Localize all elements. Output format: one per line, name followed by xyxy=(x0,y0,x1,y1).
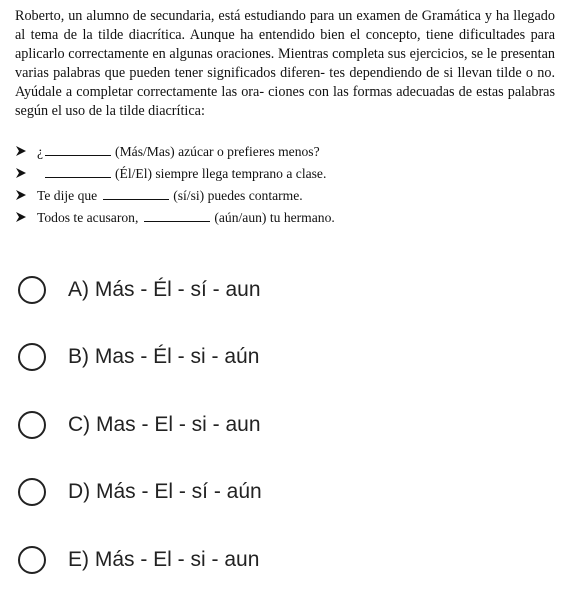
radio-button[interactable] xyxy=(18,343,46,371)
arrow-bullet-icon xyxy=(15,211,27,223)
sentence-item xyxy=(15,208,555,230)
sentence-before: Todos te acusaron, xyxy=(37,210,139,225)
sentence-after: (sí/si) puedes contarme. xyxy=(173,188,303,203)
option-label: D) Más - El - sí - aún xyxy=(68,480,262,504)
radio-button[interactable] xyxy=(18,411,46,439)
option-c[interactable] xyxy=(18,391,538,459)
sentence-blank xyxy=(103,187,169,200)
sentence-after: (Más/Mas) azúcar o prefieres menos? xyxy=(115,144,320,159)
sentence-item xyxy=(15,186,555,208)
sentence-blank xyxy=(45,143,111,156)
answer-options xyxy=(18,256,538,594)
radio-button[interactable] xyxy=(18,546,46,574)
sentence-item xyxy=(15,142,555,164)
sentence-after: (aún/aun) tu hermano. xyxy=(214,210,335,225)
option-label: E) Más - El - si - aun xyxy=(68,547,260,571)
option-b[interactable] xyxy=(18,324,538,392)
question-passage: Roberto, un alumno de secundaria, está estudiando para un examen de Gramática y ha llegado al tema de la tilde diacrítica. Aunque ha entendido bien el concepto, tiene dificultades para aplicarlo correctamente en algunas oraciones. Mientras completa sus ejercicios, se le presentan varias palabras que pueden tener significados diferen- tes dependiendo de si llevan tilde o no. Ayúdale a completar correctamente las ora- ciones con las formas adecuadas de estas palabras según el uso de la tilde diacrítica: xyxy=(15,8,555,119)
sentence-blank xyxy=(45,165,111,178)
option-e[interactable] xyxy=(18,526,538,594)
arrow-bullet-icon xyxy=(15,145,27,157)
sentence-before: Te dije que xyxy=(37,188,98,203)
sentence-item xyxy=(15,164,555,186)
option-label: B) Mas - Él - si - aún xyxy=(68,345,260,369)
arrow-bullet-icon xyxy=(15,167,27,179)
sentence-list xyxy=(15,142,555,230)
sentence-after: (Él/El) siempre llega temprano a clase. xyxy=(115,166,327,181)
option-label: C) Mas - El - si - aun xyxy=(68,412,261,436)
radio-button[interactable] xyxy=(18,478,46,506)
option-d[interactable] xyxy=(18,459,538,527)
radio-button[interactable] xyxy=(18,276,46,304)
sentence-blank xyxy=(144,209,210,222)
arrow-bullet-icon xyxy=(15,189,27,201)
option-label: A) Más - Él - sí - aun xyxy=(68,277,261,301)
option-a[interactable] xyxy=(18,256,538,324)
sentence-before: ¿ xyxy=(37,144,44,159)
